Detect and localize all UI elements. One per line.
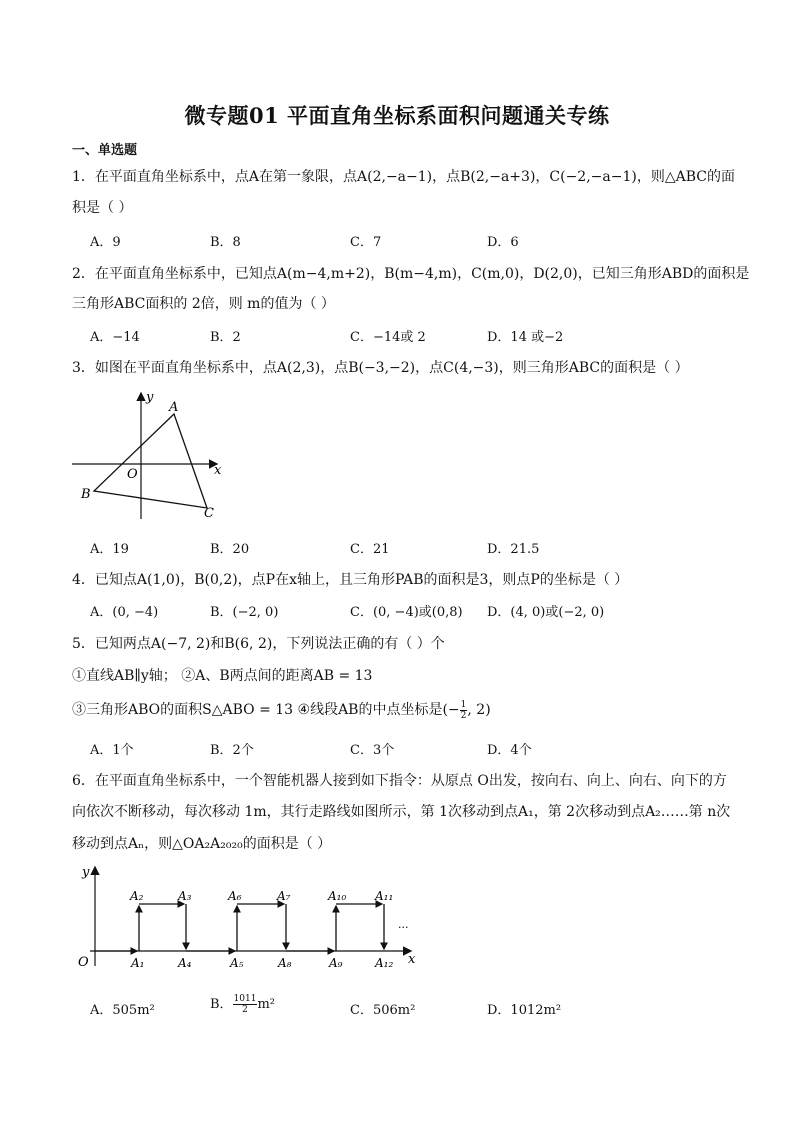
option-b[interactable]: B．2 [210,330,241,345]
question-3-text: 3．如图在平面直角坐标系中，点A(2,3)，点B(−3,−2)，点C(4,−3)，则三角形ABC的面积是（ ） [72,360,689,376]
x-axis-label: x [214,463,222,478]
point-label: A₁₁ [375,889,394,903]
statement-4-tail: , 2) [467,702,491,718]
triangle-abc [94,414,207,508]
point-label: A₁₀ [328,889,347,903]
origin-label: O [127,467,138,482]
top-point-labels [129,889,393,903]
origin-label: O [78,955,89,970]
question-6-text-cont-2: 移动到点Aₙ，则△OA₂A₂₀₂₀的面积是（ ） [72,836,332,852]
option-b-prefix: B． [210,997,233,1012]
question-6-options [90,994,650,1023]
option-c[interactable]: C．3个 [350,743,395,758]
question-5-options [90,739,650,759]
fraction-numerator: 1011 [233,994,257,1004]
section-heading: 一、单选题 [72,143,138,158]
x-axis-label: x [408,952,416,967]
fraction-denominator: 2 [460,710,467,721]
question-6-text-cont: 向依次不断移动，每次移动 1m，其行走路线如图所示，第 1次移动到点A₁，第 2次移动到点A₂……第 n次 [72,804,731,820]
option-c[interactable]: C．21 [350,542,390,557]
option-a[interactable]: A．505m² [90,1003,155,1018]
y-axis-label: y [82,865,90,880]
fraction-numerator: 1 [460,699,467,710]
fraction-denominator: 2 [242,1005,248,1015]
question-1-text-cont: 积是（ ） [72,200,133,216]
point-label: A₁₂ [375,956,394,970]
option-a[interactable]: A．1个 [90,743,134,758]
option-b[interactable]: B．2个 [210,743,254,758]
option-d[interactable]: D．1012m² [487,1003,562,1018]
point-b-label: B [81,487,91,502]
option-c[interactable]: C．7 [350,235,382,250]
option-d[interactable]: D．4个 [487,743,532,758]
option-b[interactable] [210,993,275,1015]
option-b[interactable]: B．(−2, 0) [210,605,279,620]
point-label: A₂ [130,889,144,903]
point-label: A₉ [329,956,343,970]
y-axis-label: y [146,390,154,405]
option-d[interactable]: D．21.5 [487,542,540,557]
question-3-figure [68,388,228,523]
option-c[interactable]: C．−14或 2 [350,330,426,345]
question-6-text: 6．在平面直角坐标系中，一个智能机器人接到如下指令：从原点 O出发，按向右、向上、向右、向下的方 [72,773,727,789]
point-c-label: C [204,506,214,521]
option-b[interactable]: B．20 [210,542,250,557]
point-label: A₆ [228,889,242,903]
option-c[interactable]: C．506m² [350,1003,416,1018]
question-1-options [90,231,650,251]
option-a[interactable]: A．(0, −4) [90,605,159,620]
question-2-options [90,326,650,346]
option-d[interactable]: D．(4, 0)或(−2, 0) [487,605,605,620]
question-2-text-cont: 三角形ABC面积的 2倍，则 m的值为（ ） [72,296,335,312]
point-label: A₃ [178,889,192,903]
option-a[interactable]: A．9 [90,235,121,250]
option-b-unit: m² [257,997,276,1012]
fraction-1011-over-2 [233,994,258,1015]
point-label: A₅ [230,956,244,970]
option-a[interactable]: A．19 [90,542,129,557]
question-3-options [90,538,650,558]
question-5-statements-3-4 [72,699,491,721]
option-d[interactable]: D．6 [487,235,519,250]
bottom-point-labels [130,956,393,970]
question-4-options [90,601,650,621]
point-a-label: A [169,400,179,415]
point-label: A₁ [131,956,145,970]
robot-path [95,904,384,951]
question-2-text: 2．在平面直角坐标系中，已知点A(m−4,m+2)，B(m−4,m)，C(m,0)，D(2,0)，已知三角形ABD的面积是 [72,266,750,282]
question-6-figure [68,862,428,974]
continuation-dots: ... [398,918,409,931]
question-1-text: 1．在平面直角坐标系中，点A在第一象限，点A(2,−a−1)，点B(2,−a+3)，C(−2,−a−1)，则△ABC的面 [72,169,735,185]
option-c[interactable]: C．(0, −4)或(0,8) [350,605,463,620]
option-b[interactable]: B．8 [210,235,241,250]
question-5-statements-1-2: ①直线AB∥y轴； ②A、B两点间的距离AB = 13 [72,668,373,684]
question-4-text: 4．已知点A(1,0)，B(0,2)，点P在x轴上，且三角形PAB的面积是3，则点P的坐标是（ ） [72,572,629,588]
point-label: A₈ [278,956,292,970]
page-title: 微专题01 平面直角坐标系面积问题通关专练 [184,103,610,128]
point-label: A₄ [178,956,192,970]
point-label: A₇ [277,889,291,903]
option-d[interactable]: D．14 或−2 [487,330,564,345]
option-a[interactable]: A．−14 [90,330,140,345]
question-5-text: 5．已知两点A(−7, 2)和B(6, 2)，下列说法正确的有（ ）个 [72,636,445,652]
statement-3-4-text: ③三角形ABO的面积S△ABO = 13 ④线段AB的中点坐标是(− [72,702,460,718]
